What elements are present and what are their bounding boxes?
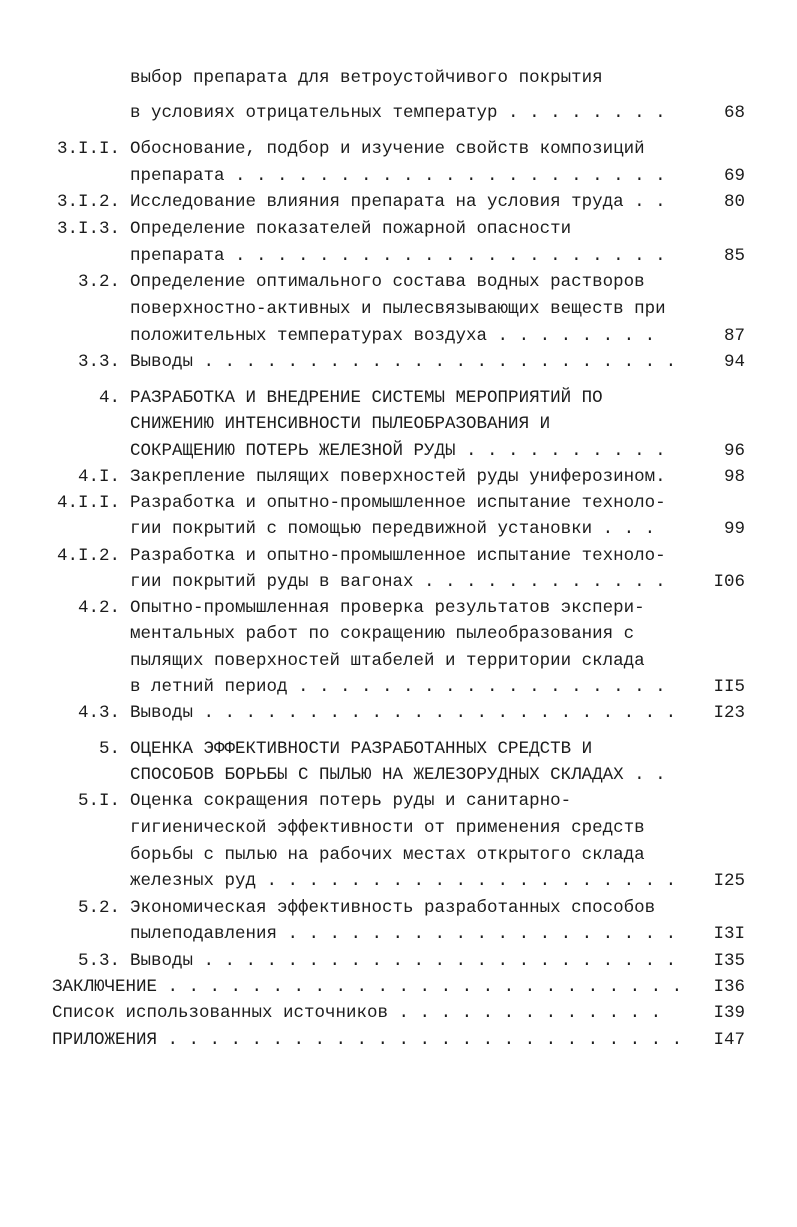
- toc-entry-title-line: Определение показателей пожарной опасности: [130, 219, 572, 239]
- toc-entry-title-line: Разработка и опытно-промышленное испытание техноло-: [130, 546, 666, 566]
- toc-entry-title-line: Разработка и опытно-промышленное испытание техноло-: [130, 493, 666, 513]
- toc-entry-title-line: Закрепление пылящих поверхностей руды униферозином.: [130, 467, 666, 487]
- toc-entry-page: 80: [723, 192, 745, 212]
- toc-entry-title-line: Оценка сокращения потерь руды и санитарно-: [130, 791, 572, 811]
- toc-entry-title-line: выбор препарата для ветроустойчивого покрытия: [130, 68, 603, 88]
- toc-entry-title-line: СПОСОБОВ БОРЬБЫ С ПЫЛЬЮ НА ЖЕЛЕЗОРУДНЫХ СКЛАДАХ . .: [130, 765, 666, 785]
- toc-entry-title-line: Экономическая эффективность разработанных способов: [130, 898, 656, 918]
- toc-entry-page: I35: [713, 951, 745, 971]
- toc-entry-number: 4.3.: [77, 703, 120, 723]
- toc-entry-title-line: железных руд . . . . . . . . . . . . . . . . . . . .: [130, 871, 677, 891]
- toc-entry-title-line: Выводы . . . . . . . . . . . . . . . . . . . . . . .: [130, 951, 677, 971]
- toc-entry-number: 4.2.: [77, 598, 120, 618]
- toc-entry-title-line: положительных температурах воздуха . . . . . . . .: [130, 326, 656, 346]
- toc-entry-title-line: ментальных работ по сокращению пылеобразования с: [130, 624, 635, 644]
- toc-entry-title-line: Выводы . . . . . . . . . . . . . . . . . . . . . . .: [130, 352, 677, 372]
- toc-entry-page: 87: [723, 326, 745, 346]
- toc-entry-page: I3I: [713, 924, 745, 944]
- toc-entry-page: 99: [723, 519, 745, 539]
- toc-entry-title-line: в условиях отрицательных температур . . . . . . . .: [130, 103, 666, 123]
- toc-entry-number: 4.I.I.: [56, 493, 120, 513]
- toc-entry-title-line: пылящих поверхностей штабелей и территории склада: [130, 651, 645, 671]
- toc-entry-title-line: Выводы . . . . . . . . . . . . . . . . . . . . . . .: [130, 703, 677, 723]
- toc-entry-title-line: Опытно-промышленная проверка результатов экспери-: [130, 598, 645, 618]
- toc-entry-title-line: поверхностно-активных и пылесвязывающих веществ при: [130, 299, 666, 319]
- toc-entry-page: 85: [723, 246, 745, 266]
- toc-entry-title-line: борьбы с пылью на рабочих местах открытого склада: [130, 845, 645, 865]
- toc-entry-title-line: гигиенической эффективности от применения средств: [130, 818, 645, 838]
- toc-entry-number: 3.I.I.: [56, 139, 120, 159]
- toc-entry-title-line: Список использованных источников . . . . . . . . . . . . .: [52, 1003, 662, 1023]
- toc-entry-number: 5.2.: [77, 898, 120, 918]
- toc-entry-title-line: гии покрытий руды в вагонах . . . . . . . . . . . .: [130, 572, 666, 592]
- toc-entry-page: I36: [713, 977, 745, 997]
- toc-entry-page: I47: [713, 1030, 745, 1050]
- toc-entry-page: I39: [713, 1003, 745, 1023]
- toc-entry-page: 96: [723, 441, 745, 461]
- toc-entry-number: 3.I.3.: [56, 219, 120, 239]
- toc-entry-page: I23: [713, 703, 745, 723]
- toc-entry-title-line: препарата . . . . . . . . . . . . . . . . . . . . .: [130, 246, 666, 266]
- toc-entry-title-line: РАЗРАБОТКА И ВНЕДРЕНИЕ СИСТЕМЫ МЕРОПРИЯТИЙ ПО: [130, 388, 603, 408]
- toc-entry-number: 4.I.: [77, 467, 120, 487]
- toc-entry-title-line: препарата . . . . . . . . . . . . . . . . . . . . .: [130, 166, 666, 186]
- toc-entry-page: 94: [723, 352, 745, 372]
- toc-entry-number: 5.I.: [77, 791, 120, 811]
- toc-entry-page: 68: [723, 103, 745, 123]
- toc-entry-title-line: ПРИЛОЖЕНИЯ . . . . . . . . . . . . . . . . . . . . . . . . .: [52, 1030, 683, 1050]
- toc-entry-number: 4.I.2.: [56, 546, 120, 566]
- toc-entry-title-line: ОЦЕНКА ЭФФЕКТИВНОСТИ РАЗРАБОТАННЫХ СРЕДСТВ И: [130, 739, 593, 759]
- toc-entry-number: 4.: [98, 388, 120, 408]
- toc-entry-page: 98: [723, 467, 745, 487]
- toc-entry-page: I06: [713, 572, 745, 592]
- toc-entry-title-line: пылеподавления . . . . . . . . . . . . . . . . . . .: [130, 924, 677, 944]
- toc-entry-number: 3.2.: [77, 272, 120, 292]
- toc-entry-number: 5.: [98, 739, 120, 759]
- toc-entry-title-line: Обоснование, подбор и изучение свойств композиций: [130, 139, 645, 159]
- toc-entry-number: 3.I.2.: [56, 192, 120, 212]
- toc-entry-title-line: СНИЖЕНИЮ ИНТЕНСИВНОСТИ ПЫЛЕОБРАЗОВАНИЯ И: [130, 414, 551, 434]
- toc-entry-page: II5: [713, 677, 745, 697]
- toc-entry-page: I25: [713, 871, 745, 891]
- toc-entry-title-line: в летний период . . . . . . . . . . . . . . . . . .: [130, 677, 666, 697]
- toc-entry-title-line: Исследование влияния препарата на условия труда . .: [130, 192, 666, 212]
- toc-entry-title-line: ЗАКЛЮЧЕНИЕ . . . . . . . . . . . . . . . . . . . . . . . . .: [52, 977, 683, 997]
- toc-entry-number: 5.3.: [77, 951, 120, 971]
- toc-entry-title-line: Определение оптимального состава водных растворов: [130, 272, 645, 292]
- toc-entry-title-line: СОКРАЩЕНИЮ ПОТЕРЬ ЖЕЛЕЗНОЙ РУДЫ . . . . . . . . . .: [130, 441, 666, 461]
- toc-entry-page: 69: [723, 166, 745, 186]
- toc-entry-title-line: гии покрытий с помощью передвижной установки . . .: [130, 519, 656, 539]
- toc-entry-number: 3.3.: [77, 352, 120, 372]
